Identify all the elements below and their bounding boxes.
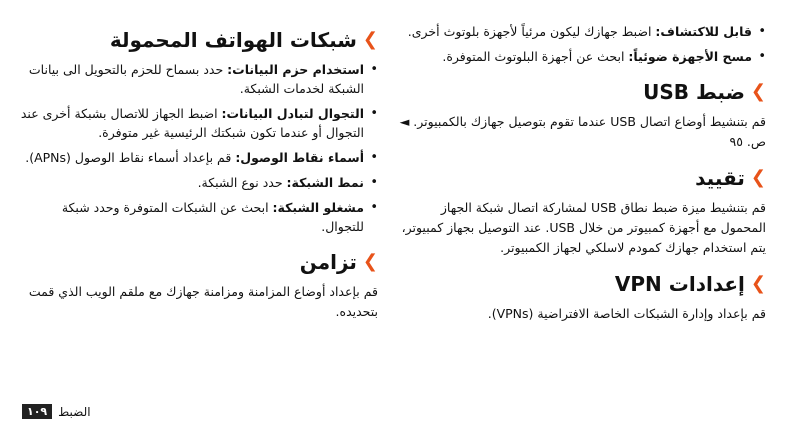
- chevron-right-icon: ❯: [750, 273, 766, 294]
- section-heading: [18, 250, 378, 274]
- section-heading: [398, 80, 766, 104]
- bullet-term: استخدام حزم البيانات:: [227, 62, 364, 77]
- bluetooth-options: [398, 22, 766, 66]
- mobile-networks-section: [18, 28, 378, 236]
- page-footer: [22, 404, 91, 419]
- bullet-network-mode: [18, 173, 378, 192]
- section-heading-text: تزامن: [299, 250, 357, 274]
- bullet-term: نمط الشبكة:: [286, 175, 364, 190]
- usb-settings-section: [398, 80, 766, 152]
- chevron-right-icon: ❯: [362, 251, 378, 272]
- right-column: [398, 22, 766, 338]
- section-heading: [398, 166, 766, 190]
- bluetooth-bullet-list: [398, 22, 766, 66]
- section-heading-text: إعدادات VPN: [614, 272, 745, 296]
- section-body: قم بإعداد وإدارة الشبكات الخاصة الافتراضية (VPNs).: [487, 306, 766, 321]
- section-body: قم بتنشيط ميزة ضبط نطاق USB لمشاركة اتصال شبكة الجهاز المحمول مع أجهزة كمبيوتر من خلال USB. عند التوصيل بجهاز كمبيوتر، يتم استخدام جهازك كمودم لاسلكي لجهاز الكمبيوتر.: [401, 200, 766, 255]
- bullet-text: حدد نوع الشبكة.: [197, 175, 287, 190]
- bullet-apn: [18, 148, 378, 167]
- bullet-text: اضبط الجهاز للاتصال بشبكة أخرى عند التجوال أو عندما تكون شبكتك الرئيسية غير متوفرة.: [20, 106, 364, 140]
- bullet-term: مسح الأجهزة ضوئياً:: [628, 49, 752, 64]
- section-heading: [18, 28, 378, 52]
- mobile-networks-bullet-list: [18, 60, 378, 236]
- vpn-settings-section: [398, 272, 766, 324]
- bullet-data-roaming: [18, 104, 378, 142]
- section-heading: [398, 272, 766, 296]
- section-heading-text: ضبط USB: [643, 80, 745, 104]
- section-body: قم بإعداد أوضاع المزامنة ومزامنة جهازك مع ملقم الويب الذي قمت بتحديده.: [28, 284, 378, 319]
- bullet-text: قم بإعداد أسماء نقاط الوصول (APNs).: [25, 150, 236, 165]
- chevron-right-icon: ❯: [750, 81, 766, 102]
- bullet-discoverable: [398, 22, 766, 41]
- chapter-label: الضبط: [58, 404, 91, 419]
- bullet-term: أسماء نقاط الوصول:: [235, 150, 364, 165]
- chevron-right-icon: ❯: [362, 29, 378, 50]
- section-body: قم بتنشيط أوضاع اتصال USB عندما تقوم بتوصيل جهازك بالكمبيوتر. ◄ ص. ٩٥: [399, 114, 766, 149]
- bullet-term: مشغلو الشبكة:: [272, 200, 364, 215]
- bullet-text: ابحث عن أجهزة البلوتوث المتوفرة.: [442, 49, 629, 64]
- tethering-section: [398, 166, 766, 258]
- bullet-text: ابحث عن الشبكات المتوفرة وحدد شبكة للتجوال.: [61, 200, 364, 234]
- left-column: [18, 28, 378, 336]
- bullet-term: التجوال لتبادل البيانات:: [221, 106, 364, 121]
- sync-section: [18, 250, 378, 322]
- section-heading-text: شبكات الهواتف المحمولة: [109, 28, 357, 52]
- section-heading-text: تقييد: [695, 166, 745, 190]
- bullet-term: قابل للاكتشاف:: [655, 24, 752, 39]
- page-number-badge: ١٠٩: [22, 404, 52, 419]
- bullet-scan-devices: [398, 47, 766, 66]
- bullet-network-operators: [18, 198, 378, 236]
- bullet-text: حدد بسماح للحزم بالتحويل الى بيانات الشبكة لخدمات الشبكة.: [28, 62, 364, 96]
- chevron-right-icon: ❯: [750, 167, 766, 188]
- bullet-data-packets: [18, 60, 378, 98]
- bullet-text: اضبط جهازك ليكون مرئياً لأجهزة بلوتوث أخرى.: [407, 24, 656, 39]
